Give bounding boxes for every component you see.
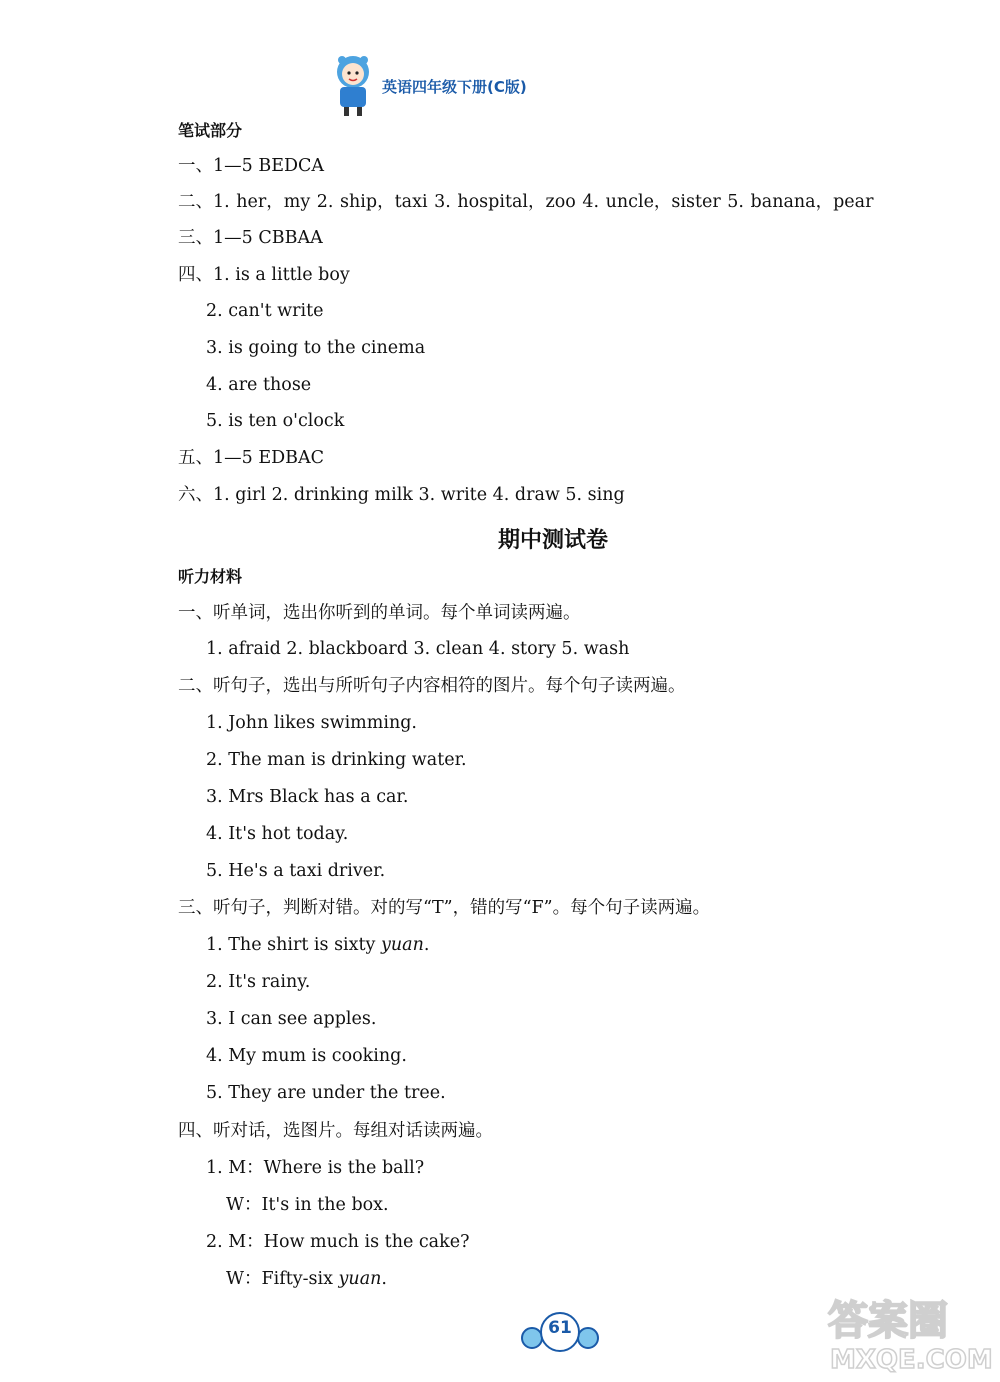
listening-line-19 <box>226 1268 387 1290</box>
listening-line-8: 5. He's a taxi driver. <box>206 861 386 881</box>
sentence-text: 1. The shirt is sixty <box>206 935 381 955</box>
listening-line-9: 三、听句子，判断对错。对的写“T”，错的写“F”。每个句子读两遍。 <box>178 898 711 918</box>
answer-line-9: 五、1—5 EDBAC <box>178 448 325 468</box>
listening-line-18: 2. M：How much is the cake? <box>206 1232 470 1252</box>
svg-text:MXQE.COM: MXQE.COM <box>830 1345 993 1375</box>
answer-line-5: 2. can't write <box>206 301 324 321</box>
page-number-badge <box>520 1308 600 1356</box>
girl-mascot-icon <box>330 52 376 122</box>
listening-line-10 <box>206 934 429 956</box>
answer-line-7: 4. are those <box>206 375 312 395</box>
listening-line-2: 1. afraid 2. blackboard 3. clean 4. story 5. wash <box>206 639 630 659</box>
period: . <box>381 1269 387 1289</box>
answer-line-2: 二、1. her，my 2. ship，taxi 3. hospital，zoo 4. uncle，sister 5. banana，pear <box>178 192 874 212</box>
listening-line-17: W：It's in the box. <box>226 1195 389 1215</box>
listening-line-14: 5. They are under the tree. <box>206 1083 446 1103</box>
yuan-word: yuan <box>381 935 424 955</box>
answer-line-3: 三、1—5 CBBAA <box>178 228 323 248</box>
listening-line-4: 1. John likes swimming. <box>206 713 417 733</box>
listening-line-11: 2. It's rainy. <box>206 972 311 992</box>
written-heading: 笔试部分 <box>178 121 243 140</box>
listening-heading: 听力材料 <box>178 567 243 586</box>
listening-line-12: 3. I can see apples. <box>206 1009 377 1029</box>
watermark-logo <box>818 1286 993 1376</box>
listening-line-6: 3. Mrs Black has a car. <box>206 787 409 807</box>
midterm-title: 期中测试卷 <box>498 528 609 553</box>
listening-line-13: 4. My mum is cooking. <box>206 1046 407 1066</box>
answer-line-8: 5. is ten o'clock <box>206 411 345 431</box>
svg-text:答案圈: 答案圈 <box>828 1298 948 1344</box>
answer-line-1: 一、1—5 BEDCA <box>178 156 325 176</box>
listening-line-1: 一、听单词，选出你听到的单词。每个单词读两遍。 <box>178 603 581 623</box>
yuan-word: yuan <box>338 1269 382 1289</box>
listening-line-16: 1. M：Where is the ball? <box>206 1158 425 1178</box>
page-number: 61 <box>548 1318 572 1338</box>
answer-line-6: 3. is going to the cinema <box>206 338 426 358</box>
listening-line-15: 四、听对话，选图片。每组对话读两遍。 <box>178 1121 493 1141</box>
watermark <box>818 1286 993 1376</box>
answer-line-4: 四、1. is a little boy <box>178 265 350 285</box>
listening-line-3: 二、听句子，选出与所听句子内容相符的图片。每个句子读两遍。 <box>178 676 686 696</box>
page-header <box>330 52 570 122</box>
listening-line-7: 4. It's hot today. <box>206 824 349 844</box>
book-title: 英语四年级下册(C版) <box>382 78 527 96</box>
period: . <box>423 935 430 955</box>
listening-line-5: 2. The man is drinking water. <box>206 750 467 770</box>
answer-line-10: 六、1. girl 2. drinking milk 3. write 4. draw 5. sing <box>178 485 625 505</box>
dialogue-text: W：Fifty-six <box>226 1269 339 1289</box>
